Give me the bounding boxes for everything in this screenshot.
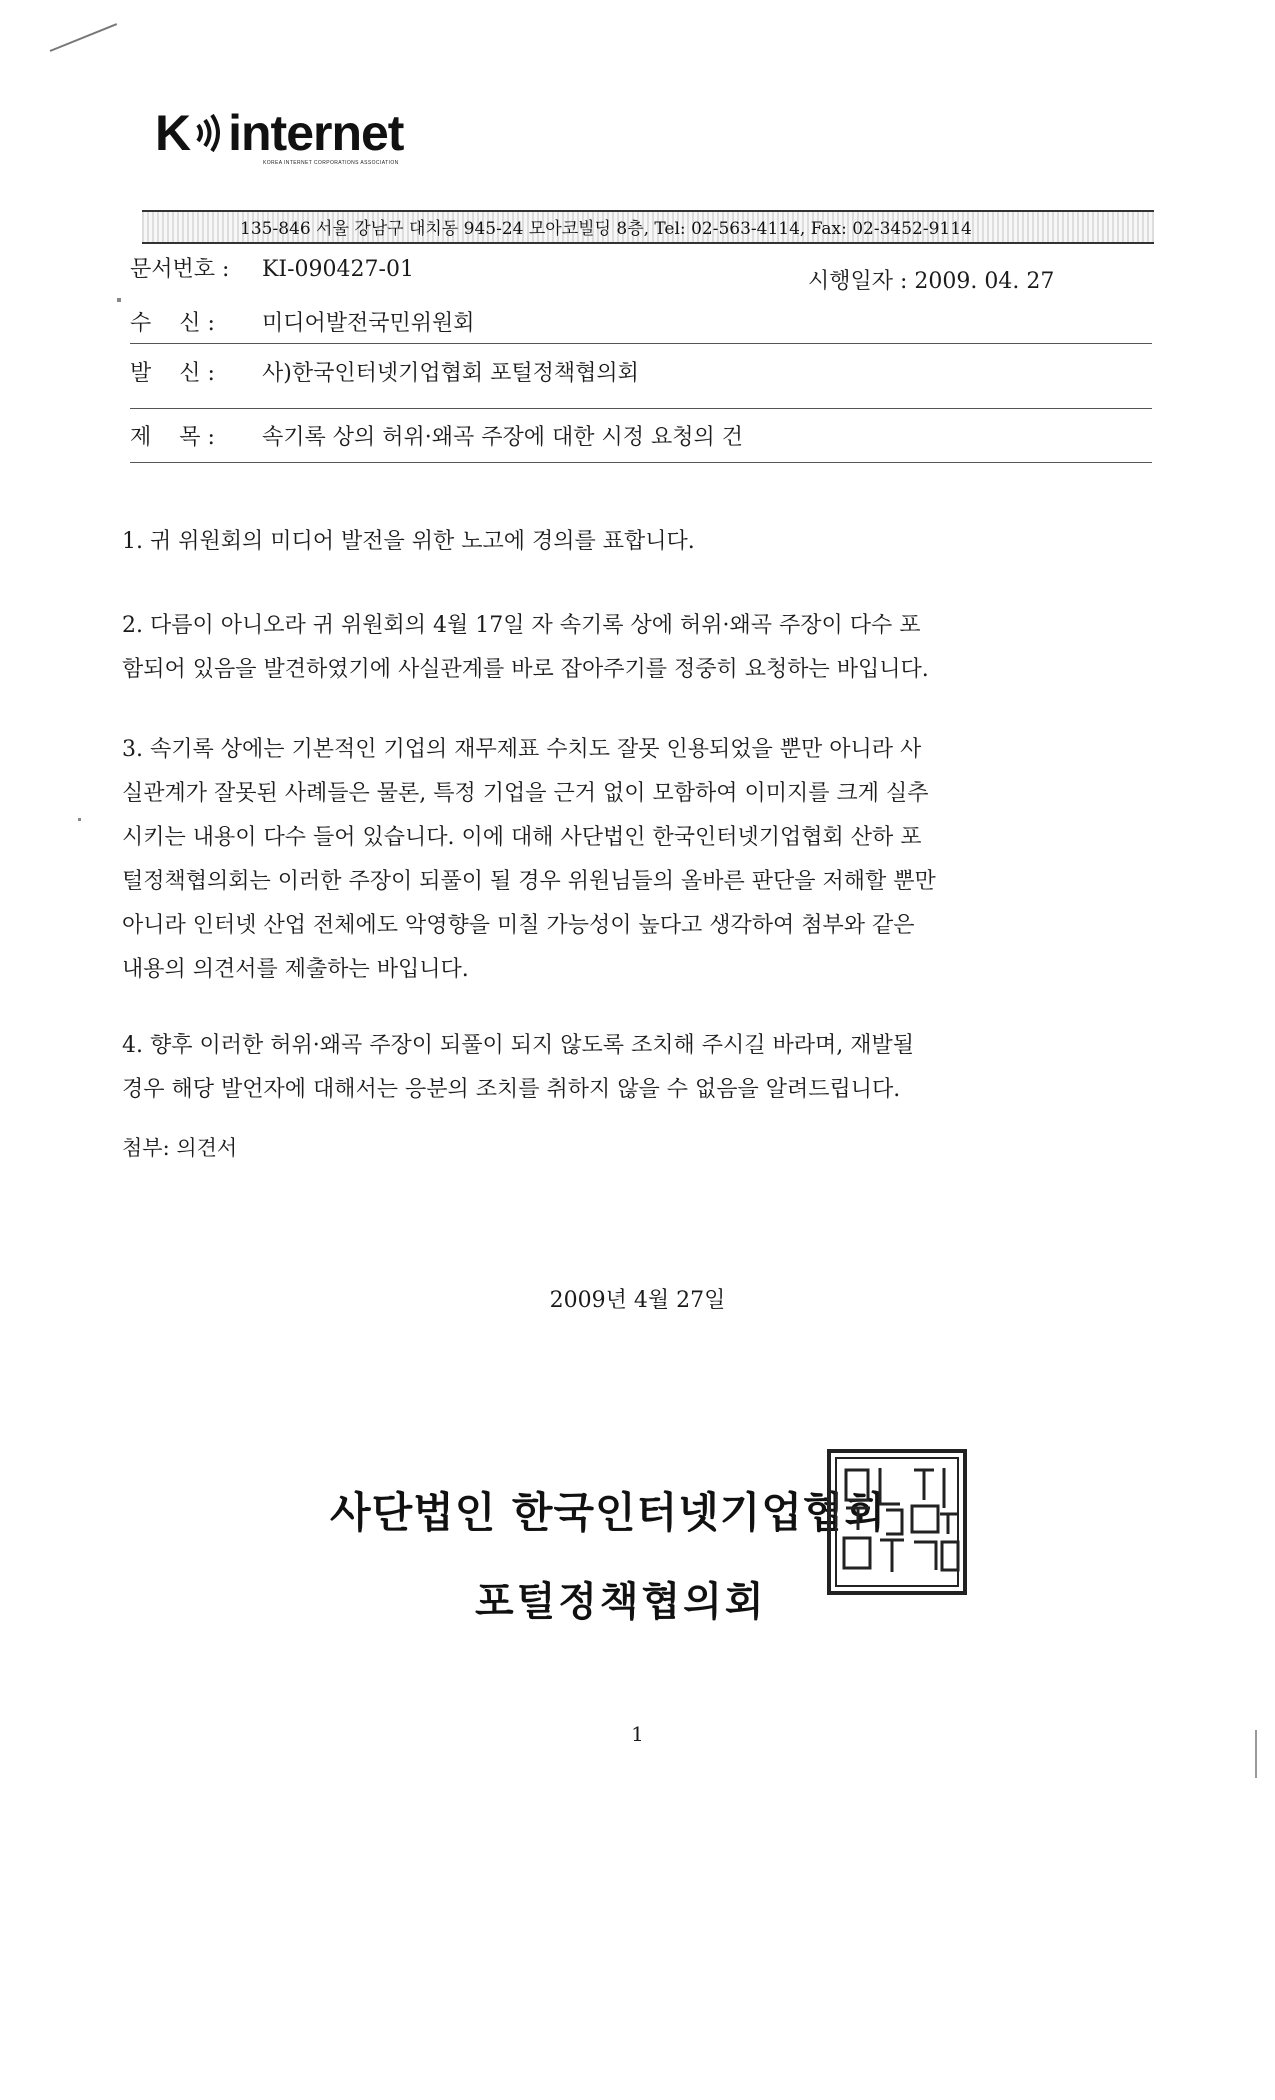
scan-speck: [117, 298, 121, 302]
document-number: [130, 252, 414, 283]
paragraph-1: [122, 520, 1152, 564]
sender: [130, 356, 639, 387]
paragraph-line: 2. 다름이 아니오라 귀 위원회의 4월 17일 자 속기록 상에 허위·왜곡 주장이 다수 포: [122, 613, 921, 638]
paragraph-line: 내용의 의견서를 제출하는 바입니다.: [122, 957, 469, 982]
paragraph-line: 실관계가 잘못된 사례들은 물론, 특정 기업을 근거 없이 모함하여 이미지를 크게 실추: [122, 781, 929, 806]
paragraph-line: 털정책협의회는 이러한 주장이 되풀이 될 경우 위원님들의 올바른 판단을 저해할 뿐만: [122, 869, 936, 894]
to-value: 미디어발전국민위원회: [262, 311, 475, 336]
seal-text: 한국인터넷기업협회사단법인: [897, 1590, 910, 1591]
attachment-note: 첨부: 의견서: [122, 1136, 238, 1160]
paragraph-line: 아니라 인터넷 산업 전체에도 악영향을 미칠 가능성이 높다고 생각하여 첨부와 같은: [122, 913, 915, 938]
paragraph-line: 1. 귀 위원회의 미디어 발전을 위한 노고에 경의를 표합니다.: [122, 529, 695, 554]
subject-label: 제 목 :: [130, 425, 215, 450]
scan-speck: [78, 818, 81, 821]
paragraph-line: 함되어 있음을 발견하였기에 사실관계를 바로 잡아주기를 정중히 요청하는 바입니다.: [122, 657, 929, 682]
signal-waves-icon: [192, 113, 226, 153]
page-number: 1: [631, 1722, 644, 1746]
address-line: 135-846 서울 강남구 대치동 945-24 모아코빌딩 8층, Tel: 02-563-4114, Fax: 02-3452-9114: [240, 219, 972, 239]
subject: [130, 420, 743, 451]
council-name: 포털정책협의회: [475, 1579, 767, 1625]
doc-no-label: 문서번호 :: [130, 257, 230, 282]
from-value: 사)한국인터넷기업협회 포털정책협의회: [262, 361, 639, 386]
organization-name: 사단법인 한국인터넷기업협회: [330, 1488, 887, 1537]
official-seal: [826, 1448, 968, 1596]
date-label: 시행일자 :: [808, 269, 908, 294]
issue-date: [808, 264, 1054, 295]
paragraph-line: 3. 속기록 상에는 기본적인 기업의 재무제표 수치도 잘못 인용되었을 뿐만 아니라 사: [122, 737, 922, 762]
pen-mark: [50, 23, 118, 52]
divider: [130, 343, 1152, 344]
paragraph-line: 시키는 내용이 다수 들어 있습니다. 이에 대해 사단법인 한국인터넷기업협회 산하 포: [122, 825, 922, 850]
subject-value: 속기록 상의 허위·왜곡 주장에 대한 시정 요청의 건: [262, 425, 743, 450]
from-label: 발 신 :: [130, 361, 215, 386]
recipient: [130, 306, 475, 337]
paragraph-line: 4. 향후 이러한 허위·왜곡 주장이 되풀이 되지 않도록 조치해 주시길 바라며, 재발될: [122, 1033, 914, 1058]
signing-date: 2009년 4월 27일: [549, 1288, 726, 1313]
paragraph-3: [122, 728, 1152, 992]
divider: [130, 462, 1152, 463]
company-logo: K internet KOREA INTERNET CORPORATIONS ASSOCIATION: [155, 105, 404, 166]
paragraph-2: [122, 604, 1152, 692]
paragraph-line: 경우 해당 발언자에 대해서는 응분의 조치를 취하지 않을 수 없음을 알려드립니다.: [122, 1077, 901, 1102]
to-label: 수 신 :: [130, 311, 215, 336]
logo-subtext: KOREA INTERNET CORPORATIONS ASSOCIATION: [263, 160, 399, 166]
divider: [130, 408, 1152, 409]
doc-no-value: KI-090427-01: [262, 257, 414, 282]
date-value: 2009. 04. 27: [914, 269, 1055, 294]
paragraph-4: [122, 1024, 1152, 1112]
